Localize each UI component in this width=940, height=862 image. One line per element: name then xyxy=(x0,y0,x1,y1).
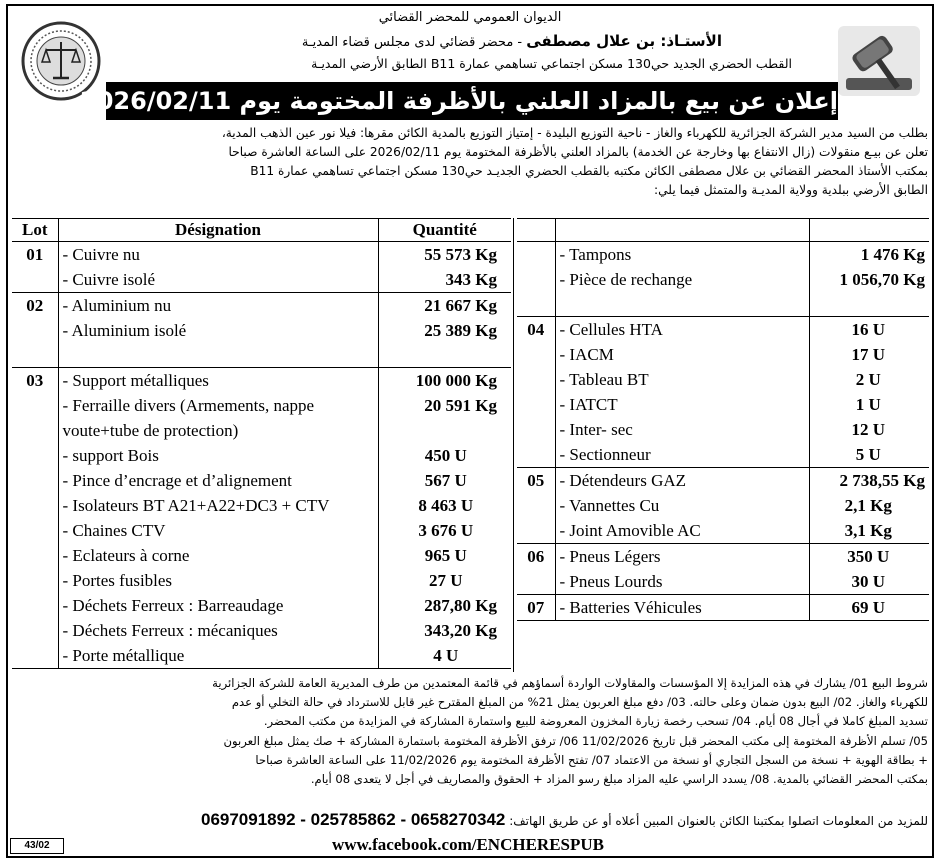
condition-line: شروط البيع 01/ يشارك في هذه المزايدة إلا المؤسسات والمقاولات الواردة أسماؤهم في قائمة المعتمدين من طرف المديرية العامة للشركة الجزائرية xyxy=(212,676,928,690)
table-row xyxy=(12,568,511,593)
office-name: الديوان العمومي للمحضر القضائي xyxy=(378,10,562,25)
item-quantity: 1 476 Kg xyxy=(860,244,925,264)
item-designation: - Déchets Ferreux : mécaniques xyxy=(58,618,378,643)
sale-conditions xyxy=(14,674,928,789)
item-quantity: 100 000 Kg xyxy=(378,368,511,394)
phone-numbers: 0697091892 - 025785862 - 0658270342 xyxy=(200,810,506,829)
quantity-header: Quantité xyxy=(378,219,511,241)
column-divider xyxy=(513,218,514,672)
table-row xyxy=(12,468,511,493)
item-designation: - Porte métallique xyxy=(58,643,378,668)
table-row xyxy=(517,468,929,494)
item-designation: - Chaines CTV xyxy=(58,518,378,543)
bailiff-name: الأستـاذ: بن علال مصطفى xyxy=(526,32,722,50)
item-quantity: 450 U xyxy=(424,446,467,465)
lot-number xyxy=(517,267,555,292)
lot-number xyxy=(517,493,555,518)
lot-number xyxy=(12,393,58,443)
condition-line: للكهرباء والغاز. 02/ البيع بدون ضمان وعلى حالته. 03/ دفع مبلغ العربون يمثل 21% من المبلغ المقترح غير قابل للاسترداد في حالة التخلي أو عدم xyxy=(231,695,928,710)
table-row xyxy=(517,417,929,442)
lot-number: 06 xyxy=(517,544,555,570)
item-designation: - Détendeurs GAZ xyxy=(555,468,809,494)
item-designation: - Cuivre isolé xyxy=(58,267,378,293)
footer xyxy=(8,834,932,856)
lot-number: 03 xyxy=(12,368,58,394)
item-designation: - Cellules HTA xyxy=(555,317,809,343)
table-row xyxy=(12,543,511,568)
item-designation: - Sectionneur xyxy=(555,442,809,468)
item-quantity: 21 667 Kg xyxy=(378,292,511,318)
table-row xyxy=(517,392,929,417)
item-designation: - Déchets Ferreux : Barreaudage xyxy=(58,593,378,618)
item-quantity: 3 676 U xyxy=(418,521,474,540)
table-row xyxy=(517,241,929,267)
item-quantity: 965 U xyxy=(424,546,467,565)
item-designation: - Cuivre nu xyxy=(58,241,378,267)
item-quantity: 3,1 Kg xyxy=(844,521,892,540)
item-quantity: 1 U xyxy=(855,395,881,414)
intro-line: بمكتب الأستاذ المحضر القضائي بن علال مصطفى الكائن مكتبه بالقطب الحضري الجديـد حي130 مسكن اجتماعي تساهمي عمارة B11 xyxy=(250,164,928,178)
lot-number xyxy=(517,417,555,442)
item-designation xyxy=(555,292,809,317)
item-quantity: 27 U xyxy=(428,571,463,590)
condition-line: بمكتب المحضر القضائي بالمدية. 08/ يسدد الراسي عليه المزاد مبلغ رسو المزاد + الحقوق والمصاريف في أجل لا يتعدى 08 أيام. xyxy=(310,772,928,787)
item-quantity: 287,80 Kg xyxy=(424,596,497,615)
item-designation: - Pneus Lourds xyxy=(555,569,809,595)
lot-number xyxy=(517,342,555,367)
item-designation: - Pièce de rechange xyxy=(555,267,809,292)
intro-line: بطلب من السيد مدير الشركة الجزائرية للكهرباء والغاز - ناحية التوزيع البليدة - إمتياز التوزيع بالمدية الكائن مقرها: فيلا نور عين الذهب المدية، xyxy=(221,126,928,140)
table-row xyxy=(517,267,929,292)
lot-number xyxy=(517,518,555,544)
item-designation: - Eclateurs à corne xyxy=(58,543,378,568)
item-quantity: 1 056,70 Kg xyxy=(839,269,925,289)
intro-line: الطابق الأرضي ببلدية وولاية المديـة والمتمثل فيما يلي: xyxy=(654,183,928,197)
office-address: القطب الحضري الجديد حي130 مسكن اجتماعي تساهمي عمارة B11 الطابق الأرضي المديـة xyxy=(311,56,792,71)
intro-line: تعلن عن بيـع منقولات (زال الانتفاع بها وخارجة عن الخدمة) بالمزاد العلني بالأظرفة المختومة يوم 2026/02/11 على الساعة العاشرة صباحا xyxy=(228,145,928,159)
page-number: 43/02 xyxy=(10,838,64,854)
table-row xyxy=(12,643,511,668)
lot-header-blank xyxy=(517,219,555,241)
lot-number xyxy=(12,518,58,543)
item-quantity: 55 573 Kg xyxy=(424,244,497,264)
table-row xyxy=(517,342,929,367)
item-designation: - Portes fusibles xyxy=(58,568,378,593)
item-designation: - Aluminium isolé xyxy=(58,318,378,343)
item-quantity: 343,20 Kg xyxy=(424,621,497,640)
lot-header: Lot xyxy=(12,219,58,241)
item-designation: - Tampons xyxy=(555,241,809,267)
item-quantity: 2 U xyxy=(855,370,881,389)
announcement-title: إعلان عن بيع بالمزاد العلني بالأظرفة المختومة يوم 2026/02/11 xyxy=(106,82,838,120)
item-quantity: 350 U xyxy=(809,544,929,570)
lot-number xyxy=(517,292,555,317)
table-row xyxy=(12,368,511,394)
lot-number xyxy=(517,442,555,468)
contact-line xyxy=(14,808,928,832)
item-designation: - Joint Amovible AC xyxy=(555,518,809,544)
lot-number xyxy=(12,468,58,493)
item-designation: - Aluminium nu xyxy=(58,292,378,318)
lot-number xyxy=(12,543,58,568)
lot-number xyxy=(517,241,555,267)
item-quantity: 69 U xyxy=(809,595,929,621)
table-row xyxy=(517,595,929,621)
item-designation: - Tableau BT xyxy=(555,367,809,392)
item-designation: - Support métalliques xyxy=(58,368,378,394)
condition-line: 05/ تسلم الأظرفة المختومة إلى مكتب المحضر قبل تاريخ 11/02/2026 06/ ترفق الأظرفة المختومة باستمارة المشاركة + صك يمثل مبلغ العربون xyxy=(223,733,928,748)
table-row xyxy=(12,343,511,368)
table-row xyxy=(517,442,929,468)
table-row xyxy=(12,241,511,267)
bailiff-role: - محضر قضائي لدى مجلس قضاء المديـة xyxy=(301,35,527,50)
lot-number: 05 xyxy=(517,468,555,494)
condition-line: تسديد المبلغ كاملا في أجال 08 أيام. 04/ تسحب رخصة زيارة المخزون المعروضة للبيع واستمارة المشاركة في المزايدة من مكتب المحضر. xyxy=(263,714,928,729)
item-designation: - IATCT xyxy=(555,392,809,417)
table-row xyxy=(12,618,511,643)
item-designation: - Inter- sec xyxy=(555,417,809,442)
announcement-page xyxy=(6,4,934,858)
item-quantity: 12 U xyxy=(851,420,886,439)
item-quantity: 4 U xyxy=(433,646,459,665)
item-quantity: 25 389 Kg xyxy=(424,320,497,340)
table-row xyxy=(12,267,511,293)
lot-number: 01 xyxy=(12,241,58,267)
facebook-link[interactable]: www.facebook.com/ENCHERESPUB xyxy=(300,836,636,854)
designation-header: Désignation xyxy=(58,219,378,241)
item-quantity: 343 Kg xyxy=(445,269,497,289)
gavel-icon xyxy=(836,20,922,98)
table-row xyxy=(517,292,929,317)
bailiff-line xyxy=(162,32,722,50)
table-row xyxy=(12,393,511,443)
item-quantity: 17 U xyxy=(851,345,886,364)
table-row xyxy=(12,292,511,318)
designation-header-blank xyxy=(555,219,809,241)
table-row xyxy=(517,544,929,570)
contact-label: للمزيد من المعلومات اتصلوا بمكتبنا الكائن بالعنوان المبين أعلاه أو عن طريق الهاتف: xyxy=(509,814,928,828)
item-designation: - Ferraille divers (Armements, nappe voute+tube de protection) xyxy=(58,393,378,443)
lot-number xyxy=(517,569,555,595)
lot-number xyxy=(12,493,58,518)
lot-number xyxy=(12,443,58,468)
item-designation: - Batteries Véhicules xyxy=(555,595,809,621)
lot-number: 07 xyxy=(517,595,555,621)
condition-line: + بطاقة الهوية + نسخة من السجل التجاري أو نسخة من الاعتماد 07/ تفتح الأظرفة المختومة يوم 11/02/2026 على الساعة العاشرة صباحا xyxy=(255,752,928,767)
item-quantity xyxy=(809,292,929,317)
item-quantity: 2,1 Kg xyxy=(844,496,892,515)
item-quantity: 8 463 U xyxy=(418,496,474,515)
table-row xyxy=(517,317,929,343)
lot-number: 02 xyxy=(12,292,58,318)
lots-table-right xyxy=(517,218,929,621)
intro-text xyxy=(14,124,928,200)
item-quantity: 30 U xyxy=(851,572,886,591)
item-designation: - support Bois xyxy=(58,443,378,468)
item-quantity: 567 U xyxy=(424,471,467,490)
lot-number xyxy=(12,343,58,368)
item-quantity: 5 U xyxy=(855,445,881,464)
table-row xyxy=(517,367,929,392)
lot-number xyxy=(12,267,58,293)
lot-number xyxy=(517,367,555,392)
table-row xyxy=(517,518,929,544)
quantity-header-blank xyxy=(809,219,929,241)
table-row xyxy=(517,569,929,595)
lot-number xyxy=(12,318,58,343)
item-designation: - IACM xyxy=(555,342,809,367)
lot-number: 04 xyxy=(517,317,555,343)
header xyxy=(8,6,932,124)
table-row xyxy=(517,493,929,518)
lot-number xyxy=(12,593,58,618)
item-designation: - Pince d’encrage et d’alignement xyxy=(58,468,378,493)
table-row xyxy=(12,593,511,618)
table-row xyxy=(12,318,511,343)
table-row xyxy=(12,493,511,518)
item-quantity: 16 U xyxy=(809,317,929,343)
item-designation: - Vannettes Cu xyxy=(555,493,809,518)
item-designation: - Isolateurs BT A21+A22+DC3 + CTV xyxy=(58,493,378,518)
item-quantity xyxy=(378,343,511,368)
table-row xyxy=(12,518,511,543)
lots-table-left xyxy=(12,218,511,669)
table-row xyxy=(12,443,511,468)
item-designation xyxy=(58,343,378,368)
item-quantity: 2 738,55 Kg xyxy=(809,468,929,494)
lot-number xyxy=(517,392,555,417)
item-designation: - Pneus Légers xyxy=(555,544,809,570)
lot-number xyxy=(12,643,58,668)
lot-number xyxy=(12,618,58,643)
item-quantity: 20 591 Kg xyxy=(424,396,497,415)
lot-number xyxy=(12,568,58,593)
